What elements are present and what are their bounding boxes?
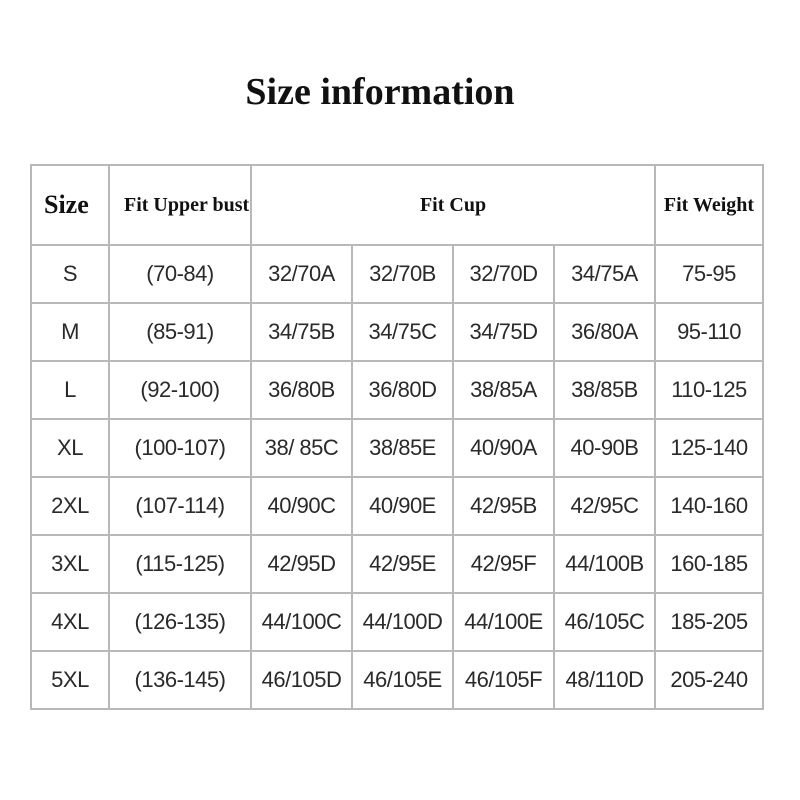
cell-weight: 75-95: [655, 245, 763, 303]
cell-size: 2XL: [31, 477, 109, 535]
header-upper-bust: Fit Upper bust: [109, 165, 251, 245]
table-row: [31, 651, 763, 709]
cell-cup: 38/85B: [554, 361, 655, 419]
cell-cup: 34/75A: [554, 245, 655, 303]
table-row: [31, 303, 763, 361]
cell-cup: 34/75C: [352, 303, 453, 361]
cell-cup: 42/95B: [453, 477, 554, 535]
cell-cup: 38/85E: [352, 419, 453, 477]
header-fit-weight: Fit Weight: [655, 165, 763, 245]
cell-upper-bust: (107-114): [109, 477, 251, 535]
cell-cup: 40/90A: [453, 419, 554, 477]
cell-upper-bust: (85-91): [109, 303, 251, 361]
size-table: [30, 164, 764, 710]
cell-weight: 110-125: [655, 361, 763, 419]
header-size: Size: [31, 165, 109, 245]
cell-weight: 205-240: [655, 651, 763, 709]
cell-size: XL: [31, 419, 109, 477]
table-row: [31, 361, 763, 419]
table-row: [31, 593, 763, 651]
page-title: Size information: [245, 71, 515, 113]
cell-upper-bust: (100-107): [109, 419, 251, 477]
cell-cup: 46/105D: [251, 651, 352, 709]
table-body: [31, 165, 763, 709]
cell-cup: 42/95E: [352, 535, 453, 593]
cell-cup: 40/90E: [352, 477, 453, 535]
cell-weight: 160-185: [655, 535, 763, 593]
table-row: [31, 477, 763, 535]
header-fit-cup: Fit Cup: [251, 165, 655, 245]
cell-size: M: [31, 303, 109, 361]
cell-size: L: [31, 361, 109, 419]
cell-cup: 46/105E: [352, 651, 453, 709]
cell-cup: 44/100C: [251, 593, 352, 651]
table-row: [31, 245, 763, 303]
cell-cup: 44/100D: [352, 593, 453, 651]
cell-size: 5XL: [31, 651, 109, 709]
cell-cup: 42/95D: [251, 535, 352, 593]
cell-size: 4XL: [31, 593, 109, 651]
cell-cup: 38/85A: [453, 361, 554, 419]
cell-cup: 42/95C: [554, 477, 655, 535]
cell-cup: 44/100B: [554, 535, 655, 593]
cell-cup: 46/105C: [554, 593, 655, 651]
cell-cup: 38/ 85C: [251, 419, 352, 477]
cell-size: 3XL: [31, 535, 109, 593]
cell-cup: 34/75D: [453, 303, 554, 361]
cell-cup: 42/95F: [453, 535, 554, 593]
cell-weight: 95-110: [655, 303, 763, 361]
cell-cup: 32/70D: [453, 245, 554, 303]
cell-size: S: [31, 245, 109, 303]
cell-cup: 36/80D: [352, 361, 453, 419]
cell-cup: 46/105F: [453, 651, 554, 709]
cell-cup: 36/80B: [251, 361, 352, 419]
cell-upper-bust: (115-125): [109, 535, 251, 593]
cell-weight: 185-205: [655, 593, 763, 651]
cell-cup: 36/80A: [554, 303, 655, 361]
cell-cup: 32/70B: [352, 245, 453, 303]
cell-upper-bust: (126-135): [109, 593, 251, 651]
cell-upper-bust: (92-100): [109, 361, 251, 419]
cell-cup: 40/90C: [251, 477, 352, 535]
cell-cup: 32/70A: [251, 245, 352, 303]
table-row: [31, 535, 763, 593]
cell-cup: 40-90B: [554, 419, 655, 477]
cell-weight: 140-160: [655, 477, 763, 535]
cell-upper-bust: (70-84): [109, 245, 251, 303]
cell-cup: 34/75B: [251, 303, 352, 361]
cell-upper-bust: (136-145): [109, 651, 251, 709]
header-row: [31, 165, 763, 245]
cell-weight: 125-140: [655, 419, 763, 477]
cell-cup: 48/110D: [554, 651, 655, 709]
table-row: [31, 419, 763, 477]
cell-cup: 44/100E: [453, 593, 554, 651]
